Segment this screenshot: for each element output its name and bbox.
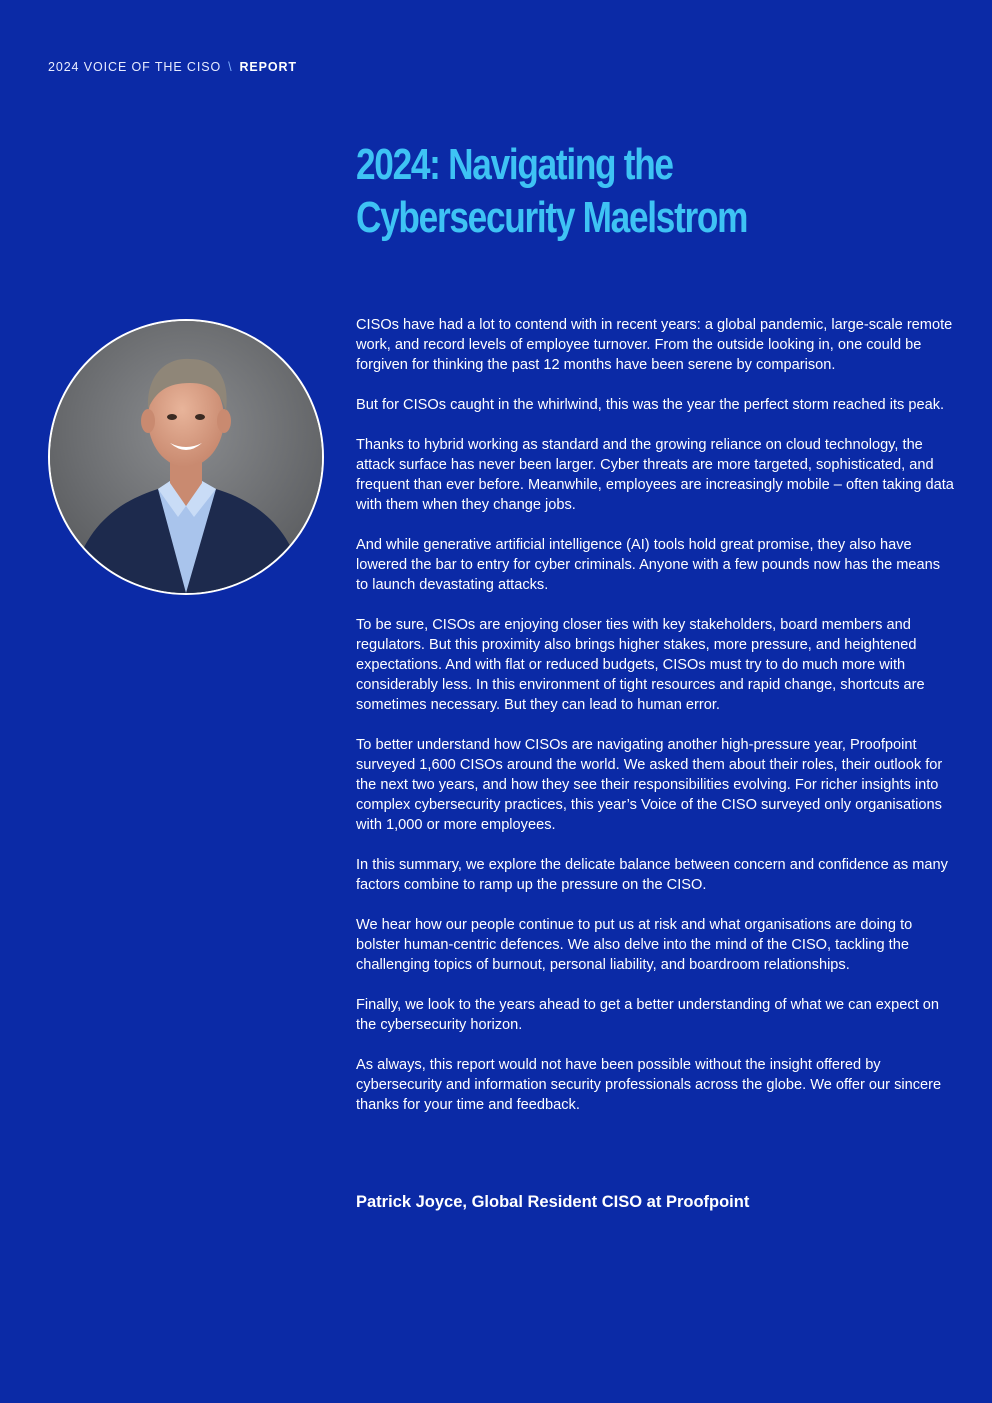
report-title: 2024 VOICE OF THE CISO (48, 60, 222, 74)
page-title-line-1: 2024: Navigating the (356, 140, 673, 189)
paragraph: As always, this report would not have been possible without the insight offered by cybersecurity and information security professionals across the globe. We offer our sincere thanks for your time and feedback. (356, 1057, 942, 1113)
paragraph: To better understand how CISOs are navigating another high-pressure year, Proofpoint surveyed 1,600 CISOs around the world. We asked them about their roles, their outlook for the next two years, and how they see their responsibilities evolving. For richer insights into complex cybersecurity practices, this year’s Voice of the CISO surveyed only organisations with 1,000 or more employees. (356, 737, 943, 833)
page-title-line-2: Cybersecurity Maelstrom (356, 193, 748, 242)
page-title (356, 138, 836, 244)
header-separator: \ (228, 60, 233, 74)
paragraph: Finally, we look to the years ahead to get a better understanding of what we can expect on the cybersecurity horizon. (356, 997, 940, 1033)
person-photo-icon (50, 321, 322, 593)
paragraph: And while generative artificial intelligence (AI) tools hold great promise, they also have lowered the bar to entry for cyber criminals. Anyone with a few pounds now has the means to launch devastating attacks. (356, 537, 941, 593)
paragraph: CISOs have had a lot to contend with in recent years: a global pandemic, large-scale remote work, and record levels of employee turnover. From the outside looking in, one could be forgiven for thinking the past 12 months have been serene by comparison. (356, 317, 953, 373)
report-section-label: REPORT (239, 60, 297, 74)
intro-body (356, 315, 956, 1135)
author-portrait (48, 319, 324, 595)
report-header (48, 60, 297, 74)
paragraph: Thanks to hybrid working as standard and the growing reliance on cloud technology, the attack surface has never been larger. Cyber threats are more targeted, sophisticated, and frequent than ever before. Meanwhile, employees are increasingly mobile – often taking data with them when they change jobs. (356, 437, 954, 513)
author-signature: Patrick Joyce, Global Resident CISO at Proofpoint (356, 1193, 750, 1211)
paragraph: We hear how our people continue to put us at risk and what organisations are doing to bolster human-centric defences. We also delve into the mind of the CISO, tackling the challenging topics of burnout, personal liability, and boardroom relationships. (356, 917, 913, 973)
paragraph: But for CISOs caught in the whirlwind, this was the year the perfect storm reached its peak. (356, 397, 945, 413)
paragraph: In this summary, we explore the delicate balance between concern and confidence as many factors combine to ramp up the pressure on the CISO. (356, 857, 948, 893)
paragraph: To be sure, CISOs are enjoying closer ties with key stakeholders, board members and regulators. But this proximity also brings higher stakes, more pressure, and heightened expectations. And with flat or reduced budgets, CISOs must try to do much more with considerably less. In this environment of tight resources and rapid change, shortcuts are sometimes necessary. But they can lead to human error. (356, 617, 925, 713)
